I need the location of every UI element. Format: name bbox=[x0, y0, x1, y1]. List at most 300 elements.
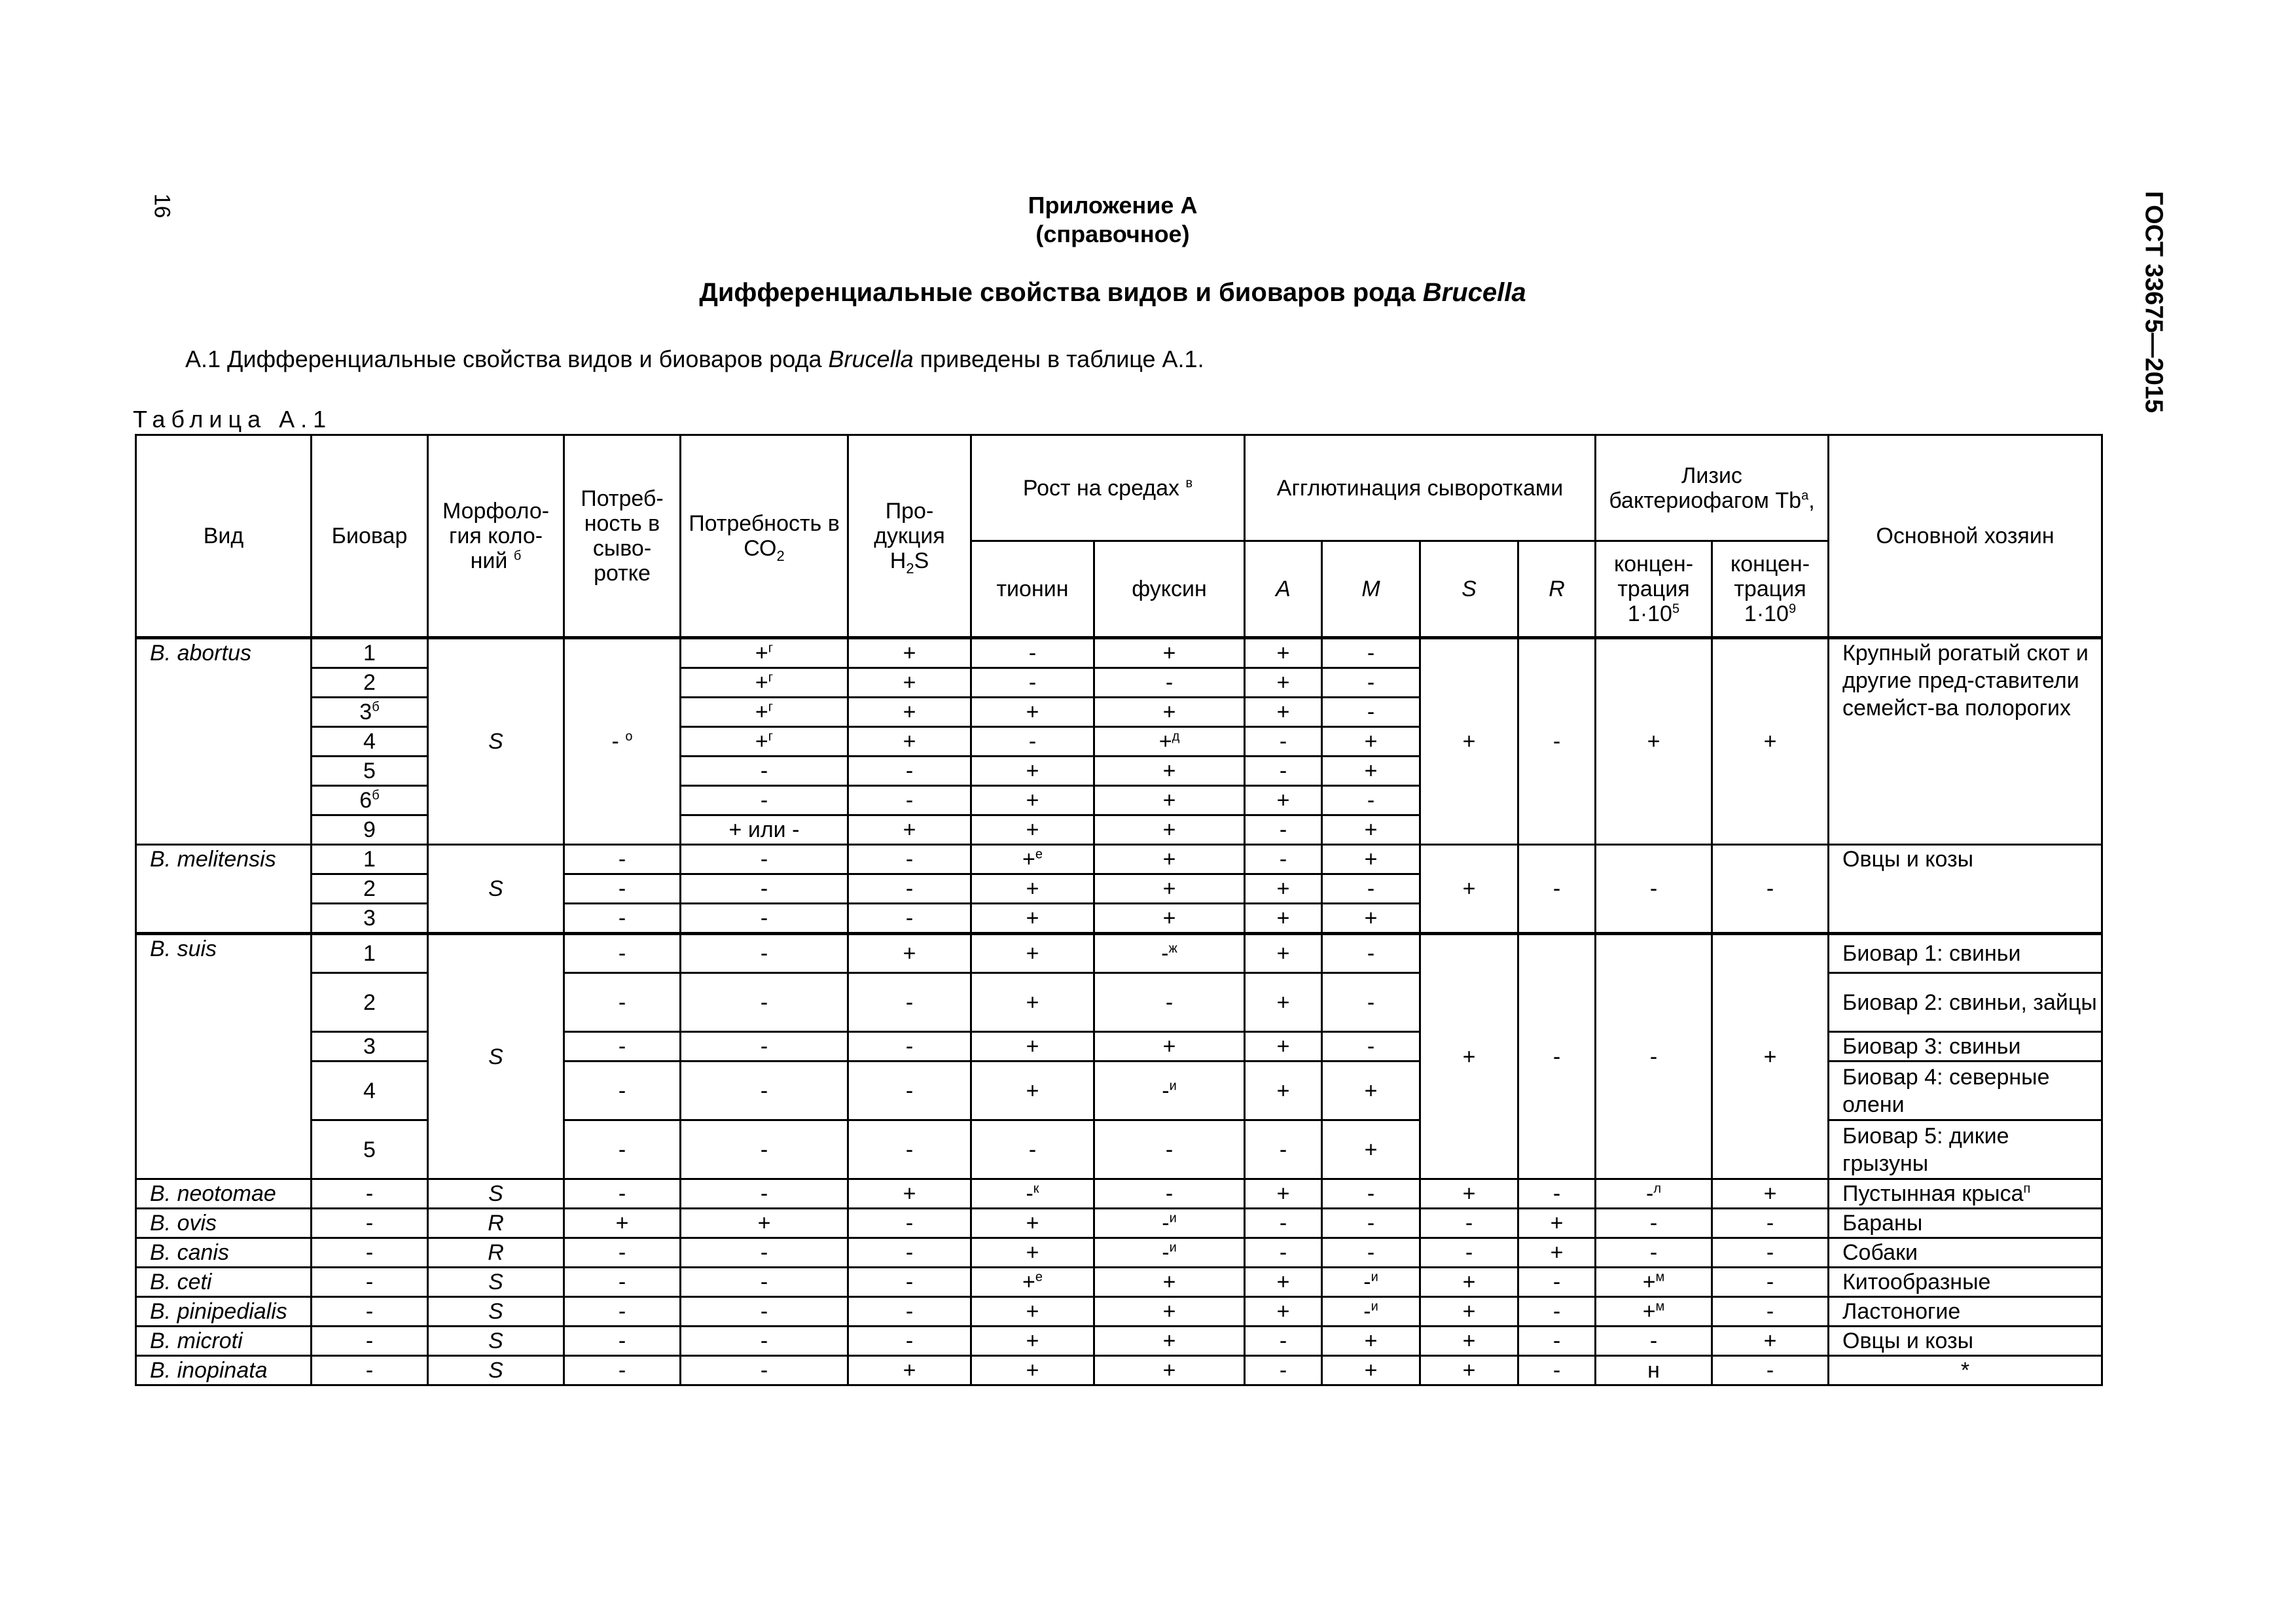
serum-r-cell bbox=[1518, 1356, 1596, 1385]
cell-value: Биовар 4: северные олени bbox=[1842, 1064, 2050, 1117]
cell-value: + bbox=[1276, 941, 1290, 966]
cell-value: Биовар 1: свиньи bbox=[1842, 941, 2021, 966]
cell-value: + bbox=[1162, 1299, 1176, 1324]
co2-cell bbox=[681, 757, 848, 786]
footnote-mark: и bbox=[1169, 1240, 1177, 1255]
host-cell bbox=[1829, 1356, 2102, 1385]
cell-value: B. neotomae bbox=[150, 1181, 276, 1206]
standard-number: ГОСТ 33675—2015 bbox=[2140, 190, 2168, 414]
cell-value: - bbox=[1279, 758, 1287, 783]
cell-value: + bbox=[1162, 641, 1176, 666]
cell-value: - bbox=[618, 1358, 626, 1383]
cell-value: - bbox=[1552, 1329, 1561, 1353]
section-title-text: Дифференциальные свойства видов и биоваров рода bbox=[699, 278, 1423, 307]
fuchsin-cell bbox=[1094, 1179, 1245, 1209]
cell-value: + bbox=[1162, 788, 1176, 813]
cell-value: + bbox=[1162, 1358, 1176, 1383]
cell-value: - bbox=[618, 1299, 626, 1324]
biovar-cell bbox=[312, 1209, 428, 1238]
fuchsin-cell bbox=[1094, 904, 1245, 934]
serum-a-cell bbox=[1245, 786, 1322, 815]
co2-cell bbox=[681, 1268, 848, 1297]
serum-a-cell bbox=[1245, 815, 1322, 845]
thionin-cell bbox=[971, 638, 1094, 668]
cell-value: + bbox=[1026, 941, 1039, 966]
cell-value: S bbox=[488, 876, 503, 901]
cell-value: 5 bbox=[363, 1137, 376, 1162]
header-biovar: Биовар bbox=[312, 435, 428, 638]
species-name bbox=[136, 1238, 312, 1268]
section-title-genus: Brucella bbox=[1422, 278, 1526, 307]
thionin-cell bbox=[971, 973, 1094, 1032]
cell-value: S bbox=[488, 1044, 503, 1069]
cell-value: - bbox=[760, 906, 768, 931]
serum-cell bbox=[564, 904, 681, 934]
cell-value: + bbox=[1364, 817, 1378, 842]
cell-value: Биовар 2: свиньи, зайцы bbox=[1842, 990, 2097, 1015]
cell-value: - bbox=[1279, 1137, 1287, 1162]
cell-value: - bbox=[1028, 1137, 1037, 1162]
cell-value: - bbox=[1766, 1211, 1774, 1236]
serum-m-cell bbox=[1322, 1327, 1420, 1356]
cell-value: B. pinipedialis bbox=[150, 1299, 287, 1324]
co2-cell bbox=[681, 1120, 848, 1179]
cell-value: - bbox=[618, 1240, 626, 1265]
cell-value: Китообразные bbox=[1842, 1270, 1991, 1294]
cell-value: - bbox=[905, 1078, 914, 1103]
lysis-1e5-cell bbox=[1596, 1327, 1712, 1356]
cell-value: B. suis bbox=[150, 936, 217, 961]
co2-cell bbox=[681, 1238, 848, 1268]
footnote-mark: п bbox=[2023, 1181, 2031, 1196]
h2s-cell bbox=[848, 1268, 971, 1297]
thionin-cell bbox=[971, 1238, 1094, 1268]
h2s-cell bbox=[848, 874, 971, 904]
co2-cell bbox=[681, 815, 848, 845]
cell-value: + bbox=[1162, 700, 1176, 724]
host-cell bbox=[1829, 934, 2102, 973]
cell-value: * bbox=[1960, 1358, 1970, 1383]
cell-value: 1 bbox=[363, 847, 376, 872]
cell-value: - bbox=[1766, 1299, 1774, 1324]
lysis-1e5-cell bbox=[1596, 1238, 1712, 1268]
header-conc-text: концен-трация 1·10 bbox=[1730, 552, 1810, 626]
cell-value: - bbox=[1279, 1211, 1287, 1236]
co2-cell bbox=[681, 1032, 848, 1061]
cell-value: + bbox=[1763, 1181, 1777, 1206]
biovar-cell bbox=[312, 1238, 428, 1268]
serum-a-cell bbox=[1245, 1297, 1322, 1327]
footnote-mark: м bbox=[1655, 1270, 1665, 1285]
serum-m-cell bbox=[1322, 1297, 1420, 1327]
cell-value: - bbox=[1552, 1181, 1561, 1206]
cell-value: S bbox=[488, 1358, 503, 1383]
h2s-cell bbox=[848, 904, 971, 934]
cell-value: + bbox=[1026, 758, 1039, 783]
co2-cell bbox=[681, 973, 848, 1032]
serum-a-cell bbox=[1245, 1238, 1322, 1268]
cell-value: - bbox=[1649, 1329, 1658, 1353]
serum-a-cell bbox=[1245, 1032, 1322, 1061]
footnote-mark: о bbox=[625, 729, 633, 744]
intro-genus: Brucella bbox=[828, 346, 914, 372]
serum-a-cell bbox=[1245, 845, 1322, 874]
cell-value: - bbox=[905, 1240, 914, 1265]
cell-value: + bbox=[1162, 758, 1176, 783]
cell-value: + bbox=[1276, 1299, 1290, 1324]
cell-value: + bbox=[1364, 906, 1378, 931]
cell-value: - bbox=[1552, 1299, 1561, 1324]
serum-cell bbox=[564, 1032, 681, 1061]
h2s-cell bbox=[848, 934, 971, 973]
cell-value: - bbox=[1279, 1240, 1287, 1265]
cell-value: - bbox=[1465, 1211, 1473, 1236]
thionin-cell bbox=[971, 1120, 1094, 1179]
cell-value: - bbox=[618, 1137, 626, 1162]
serum-m-cell bbox=[1322, 904, 1420, 934]
header-growth-media bbox=[971, 435, 1245, 541]
cell-value: - bbox=[618, 1329, 626, 1353]
annex-subtitle: (справочное) bbox=[1035, 221, 1190, 247]
cell-value: Овцы и козы bbox=[1842, 1329, 1974, 1353]
cell-value: - bbox=[1165, 1181, 1174, 1206]
h2s-cell bbox=[848, 757, 971, 786]
cell-value: - bbox=[905, 1329, 914, 1353]
header-phage-lysis bbox=[1596, 435, 1829, 541]
species-name bbox=[136, 1179, 312, 1209]
host-cell bbox=[1829, 1032, 2102, 1061]
species-name bbox=[136, 845, 312, 934]
biovar-cell bbox=[312, 668, 428, 698]
cell-value: + bbox=[1642, 1299, 1656, 1324]
cell-value: S bbox=[488, 729, 503, 754]
cell-value: - bbox=[1367, 788, 1375, 813]
serum-a-cell bbox=[1245, 874, 1322, 904]
cell-value: - bbox=[905, 876, 914, 901]
header-lysis-end: , bbox=[1808, 488, 1815, 513]
fuchsin-cell bbox=[1094, 973, 1245, 1032]
h2s-cell bbox=[848, 1209, 971, 1238]
cell-value: + bbox=[1276, 1181, 1290, 1206]
serum-s-cell bbox=[1420, 1327, 1518, 1356]
serum-a-cell bbox=[1245, 1209, 1322, 1238]
cell-value: - bbox=[905, 1137, 914, 1162]
fuchsin-cell bbox=[1094, 1238, 1245, 1268]
cell-value: - bbox=[618, 876, 626, 901]
cell-value: + bbox=[755, 670, 768, 695]
thionin-cell bbox=[971, 1209, 1094, 1238]
cell-value: - bbox=[760, 1137, 768, 1162]
cell-value: + bbox=[1550, 1240, 1564, 1265]
cell-value: B. ceti bbox=[150, 1270, 212, 1294]
cell-value: + bbox=[1026, 990, 1039, 1015]
fuchsin-cell bbox=[1094, 1209, 1245, 1238]
cell-value: - bbox=[618, 990, 626, 1015]
co2-cell bbox=[681, 638, 848, 668]
cell-value: + bbox=[903, 641, 916, 666]
co2-cell bbox=[681, 874, 848, 904]
serum-cell bbox=[564, 1327, 681, 1356]
cell-value: - bbox=[365, 1181, 374, 1206]
cell-value: - bbox=[1028, 641, 1037, 666]
cell-value: - bbox=[618, 847, 626, 872]
cell-value: - bbox=[905, 1299, 914, 1324]
host-cell bbox=[1829, 973, 2102, 1032]
cell-value: + bbox=[1462, 1358, 1476, 1383]
serum-a-cell bbox=[1245, 757, 1322, 786]
footnote-mark: д bbox=[1172, 729, 1180, 744]
cell-value: - bbox=[1367, 1211, 1375, 1236]
cell-value: + bbox=[903, 1358, 916, 1383]
species-name bbox=[136, 934, 312, 1179]
thionin-cell bbox=[971, 1268, 1094, 1297]
species-name bbox=[136, 1268, 312, 1297]
biovar-cell bbox=[312, 1327, 428, 1356]
cell-value: + bbox=[1158, 729, 1172, 754]
biovar-cell bbox=[312, 1179, 428, 1209]
lysis-1e5-cell bbox=[1596, 1297, 1712, 1327]
cell-value: - bbox=[760, 990, 768, 1015]
cell-value: - bbox=[1161, 941, 1169, 966]
cell-value: - bbox=[618, 1181, 626, 1206]
serum-a-cell bbox=[1245, 698, 1322, 727]
table-caption: Таблица А.1 bbox=[133, 406, 332, 433]
morphology-cell bbox=[428, 845, 564, 934]
serum-a-cell bbox=[1245, 904, 1322, 934]
cell-value: + bbox=[903, 1181, 916, 1206]
cell-value: 4 bbox=[363, 1078, 376, 1103]
cell-value: + bbox=[1276, 1078, 1290, 1103]
header-agglutination: Агглютинация сыворотками bbox=[1245, 435, 1596, 541]
cell-value: + bbox=[903, 817, 916, 842]
morphology-cell bbox=[428, 1327, 564, 1356]
h2s-cell bbox=[848, 638, 971, 668]
cell-value: - bbox=[1367, 1181, 1375, 1206]
co2-cell bbox=[681, 668, 848, 698]
morphology-cell bbox=[428, 638, 564, 845]
table-row bbox=[136, 1356, 2102, 1385]
cell-value: - bbox=[760, 1078, 768, 1103]
cell-value: - bbox=[905, 1270, 914, 1294]
cell-value: - bbox=[1162, 1240, 1170, 1265]
biovar-cell bbox=[312, 1356, 428, 1385]
cell-value: - bbox=[905, 758, 914, 783]
header-conc-1e9 bbox=[1712, 541, 1829, 638]
serum-r-cell bbox=[1518, 845, 1596, 934]
serum-cell bbox=[564, 1238, 681, 1268]
cell-value: + bbox=[1026, 1240, 1039, 1265]
serum-cell bbox=[564, 973, 681, 1032]
co2-cell bbox=[681, 845, 848, 874]
fuchsin-cell bbox=[1094, 815, 1245, 845]
serum-m-cell bbox=[1322, 786, 1420, 815]
cell-value: + bbox=[1276, 700, 1290, 724]
serum-m-cell bbox=[1322, 1356, 1420, 1385]
species-name bbox=[136, 1356, 312, 1385]
cell-value: - bbox=[905, 847, 914, 872]
serum-cell bbox=[564, 1297, 681, 1327]
cell-value: - bbox=[760, 1181, 768, 1206]
serum-m-cell bbox=[1322, 1209, 1420, 1238]
cell-value: - bbox=[1367, 990, 1375, 1015]
serum-a-cell bbox=[1245, 973, 1322, 1032]
serum-m-cell bbox=[1322, 727, 1420, 757]
cell-value: 4 bbox=[363, 729, 376, 754]
serum-cell bbox=[564, 934, 681, 973]
cell-value: + bbox=[1462, 1044, 1476, 1069]
cell-value: - bbox=[1766, 876, 1774, 901]
serum-a-cell bbox=[1245, 1356, 1322, 1385]
cell-value: + bbox=[755, 641, 768, 666]
footnote-mark: и bbox=[1371, 1270, 1378, 1285]
cell-value: - bbox=[905, 1034, 914, 1059]
species-name bbox=[136, 1327, 312, 1356]
table-row bbox=[136, 1238, 2102, 1268]
lysis-1e9-cell bbox=[1712, 1238, 1829, 1268]
serum-r-cell bbox=[1518, 1327, 1596, 1356]
cell-value: - bbox=[1279, 817, 1287, 842]
cell-value: + bbox=[1763, 1329, 1777, 1353]
cell-value: - bbox=[1552, 1044, 1561, 1069]
footnote-mark: б bbox=[513, 548, 522, 563]
intro-text: А.1 Дифференциальные свойства видов и биоваров рода bbox=[185, 346, 829, 372]
cell-value: - bbox=[1367, 941, 1375, 966]
footnote-mark: г bbox=[768, 729, 774, 744]
host-cell bbox=[1829, 1061, 2102, 1120]
cell-value: + bbox=[1276, 990, 1290, 1015]
cell-value: - bbox=[1766, 1240, 1774, 1265]
exponent: 5 bbox=[1672, 601, 1680, 616]
cell-value: - bbox=[1649, 1211, 1658, 1236]
cell-value: + bbox=[903, 670, 916, 695]
thionin-cell bbox=[971, 1061, 1094, 1120]
header-h2s-end: S bbox=[914, 548, 929, 573]
h2s-cell bbox=[848, 1297, 971, 1327]
biovar-cell bbox=[312, 727, 428, 757]
cell-value: + bbox=[755, 700, 768, 724]
cell-value: R bbox=[488, 1211, 504, 1236]
co2-cell bbox=[681, 934, 848, 973]
cell-value: - bbox=[1363, 1270, 1371, 1294]
cell-value: - bbox=[1649, 1044, 1658, 1069]
cell-value: + bbox=[1026, 906, 1039, 931]
serum-s-cell bbox=[1420, 934, 1518, 1179]
cell-value: - bbox=[1367, 641, 1375, 666]
serum-m-cell bbox=[1322, 638, 1420, 668]
thionin-cell bbox=[971, 934, 1094, 973]
host-cell bbox=[1829, 845, 2102, 934]
cell-value: - bbox=[1279, 729, 1287, 754]
cell-value: + bbox=[1364, 758, 1378, 783]
lysis-1e9-cell bbox=[1712, 1356, 1829, 1385]
fuchsin-cell bbox=[1094, 757, 1245, 786]
cell-value: B. canis bbox=[150, 1240, 229, 1265]
serum-a-cell bbox=[1245, 1061, 1322, 1120]
thionin-cell bbox=[971, 1032, 1094, 1061]
header-lysis-text: Лизис бактериофагом Tb bbox=[1609, 463, 1802, 513]
biovar-cell bbox=[312, 934, 428, 973]
cell-value: + bbox=[1026, 1211, 1039, 1236]
serum-m-cell bbox=[1322, 1032, 1420, 1061]
cell-value: 5 bbox=[363, 758, 376, 783]
header-species: Вид bbox=[136, 435, 312, 638]
cell-value: Овцы и козы bbox=[1842, 847, 1974, 872]
cell-value: Биовар 5: дикие грызуны bbox=[1842, 1123, 2009, 1176]
cell-value: B. abortus bbox=[150, 641, 251, 666]
cell-value: - bbox=[905, 1211, 914, 1236]
cell-value: - bbox=[905, 990, 914, 1015]
cell-value: + bbox=[1364, 1329, 1378, 1353]
lysis-1e9-cell bbox=[1712, 1179, 1829, 1209]
h2s-cell bbox=[848, 815, 971, 845]
lysis-1e5-cell bbox=[1596, 845, 1712, 934]
fuchsin-cell bbox=[1094, 1356, 1245, 1385]
serum-r-cell bbox=[1518, 1297, 1596, 1327]
cell-value: - bbox=[1766, 1270, 1774, 1294]
thionin-cell bbox=[971, 727, 1094, 757]
intro-text-end: приведены в таблице А.1. bbox=[913, 346, 1204, 372]
cell-value: - bbox=[1649, 1240, 1658, 1265]
cell-value: 2 bbox=[363, 990, 376, 1015]
table-row bbox=[136, 1297, 2102, 1327]
cell-value: 6 bbox=[359, 788, 372, 813]
header-h2s-text: Про-дукция Н bbox=[874, 499, 945, 573]
fuchsin-cell bbox=[1094, 698, 1245, 727]
serum-cell bbox=[564, 845, 681, 874]
exponent: 9 bbox=[1788, 601, 1797, 616]
cell-value: - bbox=[1367, 700, 1375, 724]
serum-cell bbox=[564, 1209, 681, 1238]
thionin-cell bbox=[971, 698, 1094, 727]
cell-value: + bbox=[1276, 788, 1290, 813]
h2s-cell bbox=[848, 698, 971, 727]
serum-s-cell bbox=[1420, 1179, 1518, 1209]
thionin-cell bbox=[971, 904, 1094, 934]
serum-a-cell bbox=[1245, 934, 1322, 973]
cell-value: Биовар 3: свиньи bbox=[1842, 1034, 2021, 1059]
species-name bbox=[136, 1209, 312, 1238]
cell-value: - bbox=[905, 788, 914, 813]
biovar-cell bbox=[312, 1120, 428, 1179]
serum-m-cell bbox=[1322, 1179, 1420, 1209]
co2-cell bbox=[681, 1297, 848, 1327]
serum-r-cell bbox=[1518, 1268, 1596, 1297]
cell-value: Пустынная крыса bbox=[1842, 1181, 2024, 1206]
serum-cell bbox=[564, 1356, 681, 1385]
header-main-host: Основной хозяин bbox=[1829, 435, 2102, 638]
cell-value: S bbox=[488, 1270, 503, 1294]
biovar-cell bbox=[312, 815, 428, 845]
cell-value: - bbox=[760, 847, 768, 872]
footnote-mark: ж bbox=[1168, 941, 1177, 956]
cell-value: + bbox=[1026, 817, 1039, 842]
header-serum-s: S bbox=[1420, 541, 1518, 638]
fuchsin-cell bbox=[1094, 1268, 1245, 1297]
cell-value: - bbox=[618, 1034, 626, 1059]
cell-value: - bbox=[1165, 670, 1174, 695]
cell-value: Крупный рогатый скот и другие пред-ставители семейст-ва полорогих bbox=[1842, 641, 2089, 721]
serum-a-cell bbox=[1245, 727, 1322, 757]
footnote-mark: и bbox=[1169, 1079, 1177, 1094]
cell-value: - bbox=[1162, 1211, 1170, 1236]
morphology-cell bbox=[428, 1179, 564, 1209]
host-cell bbox=[1829, 1120, 2102, 1179]
cell-value: + bbox=[1462, 1329, 1476, 1353]
fuchsin-cell bbox=[1094, 786, 1245, 815]
cell-value: - bbox=[1646, 1181, 1654, 1206]
morphology-cell bbox=[428, 1238, 564, 1268]
cell-value: + или - bbox=[728, 817, 800, 842]
